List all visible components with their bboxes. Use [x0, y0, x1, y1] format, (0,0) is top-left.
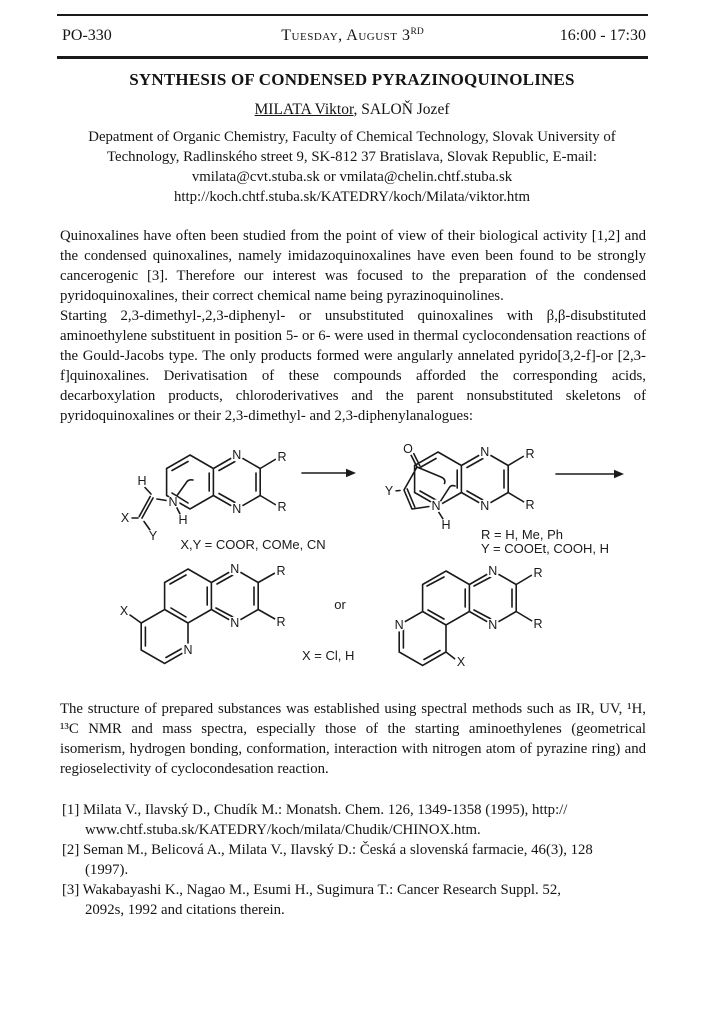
reaction-scheme [0, 430, 704, 702]
svg-text:N: N [488, 564, 498, 579]
svg-text:or: or [334, 597, 346, 612]
reference-item-2 [62, 840, 648, 880]
svg-text:R: R [525, 447, 535, 462]
affiliation-email-line: vmilata@cvt.stuba.sk or vmilata@chelin.chtf.stuba.sk [191, 169, 513, 185]
session-time: 16:00 - 17:30 [559, 27, 646, 44]
affiliation [0, 127, 704, 207]
reference-line: (1997). [85, 862, 129, 878]
structure-aminoethylene-quinoxaline [119, 448, 289, 543]
svg-text:R: R [533, 617, 543, 632]
scheme-captions [180, 527, 609, 663]
reference-line: www.chtf.stuba.sk/KATEDRY/koch/milata/Chudik/CHINOX.htm. [85, 822, 481, 838]
reference-line: [1] Milata V., Ilavský D., Chudík M.: Monatsh. Chem. 126, 1349-1358 (1995), http:// [62, 802, 568, 818]
svg-text:N: N [480, 445, 490, 460]
paragraph-intro: Quinoxalines have often been studied from the point of view of their biological activity [1,2] and the condensed quinoxalines, namely imidazoquinoxalines have even been found to be strongly cancerogenic [3]. Therefore our interest was focused to the preparation of the condensed pyridoquinoxalines, their correct chemical name being pyrazinoquinolines. [60, 228, 646, 304]
atom-labels [393, 564, 545, 669]
svg-text:N: N [168, 495, 178, 510]
authors-line [0, 101, 704, 119]
session-day: Tuesday, August 3 [281, 27, 411, 44]
affiliation-line-2: Technology, Radlinského street 9, SK-812 37 Bratislava, Slovak Republic, E-mail: [107, 149, 597, 165]
structure-pyridoquinoxalinone-intermediate [383, 442, 537, 532]
svg-text:O: O [403, 442, 413, 457]
svg-text:H: H [137, 474, 147, 489]
poster-code: PO-330 [62, 27, 112, 44]
paragraph-characterization: The structure of prepared substances was established using spectral methods such as IR, UV, ¹H, ¹³C NMR and mass spectra, especially those of the starting aminoethylenes (geometrical isomerism, hydrogen bonding, conformation, interaction with nitrogen atom of pyrazine ring) and regioselectivity of cyclocondesation reaction. [60, 701, 646, 777]
header-bottom-rule [57, 56, 648, 59]
svg-text:R = H, Me, Ph: R = H, Me, Ph [481, 527, 563, 542]
reference-line: [2] Seman M., Belicová A., Milata V., Ilavský D.: Česká a slovenská farmacie, 46(3), 128 [62, 842, 593, 858]
affiliation-url-line: http://koch.chtf.stuba.sk/KATEDRY/koch/Milata/viktor.htm [174, 189, 530, 205]
affiliation-line-1: Depatment of Organic Chemistry, Faculty of Chemical Technology, Slovak University of [88, 129, 616, 145]
author-coauthor: , SALOŇ Jozef [353, 101, 450, 118]
reference-item-1 [62, 800, 648, 840]
svg-text:H: H [178, 513, 188, 528]
svg-text:N: N [230, 562, 240, 577]
svg-text:R: R [533, 566, 543, 581]
svg-text:R: R [277, 500, 287, 515]
reference-line: [3] Wakabayashi K., Nagao M., Esumi H., Sugimura T.: Cancer Research Suppl. 52, [62, 882, 561, 898]
svg-text:Y: Y [384, 484, 394, 499]
svg-text:R: R [525, 498, 535, 513]
svg-text:X: X [120, 511, 130, 526]
paragraph-synthesis: Starting 2,3-dimethyl-,2,3-diphenyl- or unsubstituted quinoxalines with β,β-disubstituted aminoethylene substituent in position 5- or 6- were used in thermal cyclocondensation reactions of the Gould-Jacobs type. The only products formed were angularly annelated pyrido[3,2-f]-or [2,3-f]quinoxalines. Derivatisation of these compounds afforded the corresponding acids, decarboxylation products, chloroderivatives and the parent nonsubstituted skeletons of pyridoquinoxalines or their 2,3-dimethyl- and 2,3-diphenylanalogues: [60, 308, 646, 424]
svg-text:Y = COOEt, COOH, H: Y = COOEt, COOH, H [481, 541, 609, 556]
svg-text:H: H [441, 518, 451, 533]
svg-text:X: X [119, 604, 129, 619]
reaction-arrow-1 [302, 469, 356, 477]
reaction-arrow-2 [556, 470, 624, 478]
svg-text:R: R [276, 564, 286, 579]
svg-text:N: N [183, 643, 193, 658]
reference-list [62, 800, 648, 920]
svg-text:N: N [232, 502, 242, 517]
svg-text:X = Cl, H: X = Cl, H [302, 648, 355, 663]
body-text [60, 226, 646, 426]
reference-line: 2092s, 1992 and citations therein. [85, 902, 285, 918]
session-day-ordinal: RD [410, 27, 424, 37]
svg-text:X: X [456, 655, 466, 670]
svg-text:N: N [394, 618, 404, 633]
svg-text:R: R [276, 615, 286, 630]
structure-pyrido23f-quinoxaline [393, 564, 545, 669]
svg-text:N: N [488, 618, 498, 633]
reference-item-3 [62, 880, 648, 920]
session-header [57, 27, 648, 49]
svg-text:Y: Y [148, 529, 158, 544]
author-presenting: MILATA Viktor [254, 101, 354, 118]
page-title: SYNTHESIS OF CONDENSED PYRAZINOQUINOLINES [129, 70, 575, 89]
svg-text:N: N [480, 499, 490, 514]
header-top-rule [57, 14, 648, 16]
svg-text:N: N [431, 499, 441, 514]
svg-text:R: R [277, 450, 287, 465]
svg-text:X,Y = COOR, COMe, CN: X,Y = COOR, COMe, CN [180, 537, 326, 552]
structure-pyrido32f-quinoxaline [118, 562, 288, 663]
svg-text:N: N [230, 616, 240, 631]
svg-text:N: N [232, 448, 242, 463]
